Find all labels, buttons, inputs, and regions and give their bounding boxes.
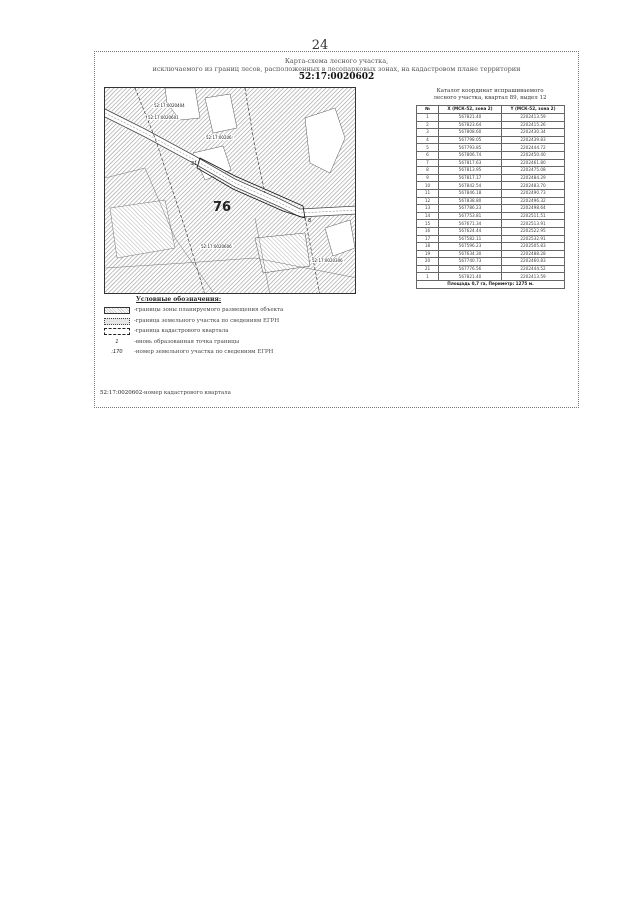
footer-text: -номер кадастрового квартала (142, 390, 231, 396)
table-row (417, 114, 565, 122)
table-header-row (417, 106, 565, 114)
y-coordinate-cell: 2202475.08 (502, 167, 565, 175)
y-coordinate-cell: 2202415.26 (502, 121, 565, 129)
table-row (417, 243, 565, 251)
footer-quarter-code: 52:17:0020602 (100, 390, 143, 396)
point-number-cell: 7 (417, 159, 439, 167)
x-coordinate-cell: 567793.85 (439, 144, 502, 152)
x-coordinate-cell: 567846.18 (439, 189, 502, 197)
coordinates-title-line: лесного участка, квартал 89, выдел 12 (433, 94, 547, 101)
table-row (417, 136, 565, 144)
coordinates-title-line: Каталог координат испрашиваемого (436, 88, 544, 94)
x-coordinate-cell: 567624.44 (439, 227, 502, 235)
table-row (417, 182, 565, 190)
legend-symbol (104, 328, 130, 335)
point-number-cell: 1 (417, 114, 439, 122)
x-coordinate-cell: 567634.30 (439, 250, 502, 258)
x-coordinate-cell: 567817.63 (439, 159, 502, 167)
x-coordinate-cell: 567806.74 (439, 151, 502, 159)
legend-symbol (104, 318, 130, 325)
x-coordinate-cell: 567596.23 (439, 243, 502, 251)
y-coordinate-cell: 2202483.70 (502, 182, 565, 190)
x-coordinate-cell: 567798.05 (439, 136, 502, 144)
point-number-cell: 11 (417, 189, 439, 197)
legend-item (104, 306, 404, 316)
legend-text: -граница кадастрового квартала (134, 328, 229, 334)
x-coordinate-cell: 567842.54 (439, 182, 502, 190)
table-row (417, 250, 565, 258)
cadastral-quarter-code: 52:17:0020602 (298, 72, 375, 82)
y-coordinate-cell: 2202498.64 (502, 205, 565, 213)
table-row (417, 167, 565, 175)
point-number-cell: 4 (417, 136, 439, 144)
y-coordinate-cell: 2202460.83 (502, 258, 565, 266)
y-coordinate-cell: 2202488.28 (502, 250, 565, 258)
column-header: X (МСК-52, зона 2) (439, 106, 502, 114)
point-label: 8 (308, 218, 312, 224)
point-number-cell: 17 (417, 235, 439, 243)
point-number-cell: 21 (417, 265, 439, 273)
point-number-cell: 13 (417, 205, 439, 213)
map-label: 52:17:00206: (206, 135, 233, 140)
legend-item (104, 348, 404, 358)
x-coordinate-cell: 567821.40 (439, 114, 502, 122)
y-coordinate-cell: 2202511.51 (502, 212, 565, 220)
legend-symbol: :170 (111, 349, 123, 355)
legend-symbol: 1 (115, 338, 119, 345)
map-label: 52:17:0020606 (201, 244, 232, 249)
map-title: Карта-схема лесного участка, (284, 57, 389, 65)
table-row (417, 205, 565, 213)
x-coordinate-cell: 567821.40 (439, 273, 502, 281)
table-row (417, 273, 565, 281)
x-coordinate-cell: 567838.80 (439, 197, 502, 205)
x-coordinate-cell: 567786.23 (439, 205, 502, 213)
x-coordinate-cell: 567753.81 (439, 212, 502, 220)
cadastral-map (104, 87, 356, 294)
forest-quarter-number: 76 (213, 200, 232, 215)
x-coordinate-cell: 567817.17 (439, 174, 502, 182)
y-coordinate-cell: 2202413.59 (502, 114, 565, 122)
point-number-cell: 12 (417, 197, 439, 205)
table-row (417, 129, 565, 137)
point-number-cell: 5 (417, 144, 439, 152)
land-plot (110, 200, 175, 258)
coordinates-table-title (415, 88, 565, 101)
table-row (417, 235, 565, 243)
table-row (417, 220, 565, 228)
y-coordinate-cell: 2202430.34 (502, 129, 565, 137)
map-label: 52:17:0020601 (148, 115, 179, 120)
x-coordinate-cell: 567776.56 (439, 265, 502, 273)
legend-text: -вновь образованная точка границы (134, 338, 240, 345)
map-subtitle: исключаемого из границ лесов, расположенных в лесопарковых зонах, на кадастровом плане территории (152, 65, 521, 73)
point-number-cell: 1 (417, 273, 439, 281)
table-row (417, 197, 565, 205)
y-coordinate-cell: 2202522.95 (502, 227, 565, 235)
point-number-cell: 20 (417, 258, 439, 266)
y-coordinate-cell: 2202490.73 (502, 189, 565, 197)
point-number-cell: 2 (417, 121, 439, 129)
footer-legend-line (100, 390, 231, 396)
column-header: Y (МСК-52, зона 2) (502, 106, 565, 114)
map-label: 52:17:0020404 (154, 103, 185, 108)
point-number-cell: 10 (417, 182, 439, 190)
legend-title: Условные обозначения: (136, 296, 222, 303)
y-coordinate-cell: 2202444.52 (502, 265, 565, 273)
y-coordinate-cell: 2202505.83 (502, 243, 565, 251)
x-coordinate-cell: 567582.11 (439, 235, 502, 243)
y-coordinate-cell: 2202439.83 (502, 136, 565, 144)
table-row (417, 227, 565, 235)
y-coordinate-cell: 2202484.29 (502, 174, 565, 182)
y-coordinate-cell: 2202513.91 (502, 220, 565, 228)
y-coordinate-cell: 2202496.32 (502, 197, 565, 205)
point-number-cell: 3 (417, 129, 439, 137)
table-row (417, 144, 565, 152)
table-row (417, 189, 565, 197)
point-label: 21 (191, 161, 198, 167)
point-number-cell: 18 (417, 243, 439, 251)
table-summary-row (417, 281, 565, 289)
x-coordinate-cell: 567808.60 (439, 129, 502, 137)
table-row (417, 151, 565, 159)
legend-item (104, 338, 404, 348)
x-coordinate-cell: 567740.73 (439, 258, 502, 266)
x-coordinate-cell: 567671.34 (439, 220, 502, 228)
table-row (417, 265, 565, 273)
point-number-cell: 6 (417, 151, 439, 159)
legend-text: -номер земельного участка по сведениям ЕГРН (134, 349, 274, 355)
coordinates-table (416, 105, 565, 289)
table-row (417, 258, 565, 266)
point-number-cell: 8 (417, 167, 439, 175)
legend-item (104, 317, 404, 327)
y-coordinate-cell: 2202450.40 (502, 151, 565, 159)
legend-item (104, 327, 404, 337)
legend-symbol (104, 307, 130, 314)
y-coordinate-cell: 2202532.91 (502, 235, 565, 243)
column-header: № (417, 106, 439, 114)
area-perimeter-summary: Площадь 0,7 га, Периметр: 1275 м. (417, 281, 565, 289)
legend-text: -граница земельного участка по сведениям ЕГРН (134, 317, 280, 324)
point-number-cell: 14 (417, 212, 439, 220)
point-number-cell: 16 (417, 227, 439, 235)
table-row (417, 159, 565, 167)
y-coordinate-cell: 2202444.72 (502, 144, 565, 152)
page-number: 24 (311, 38, 329, 53)
legend-text: -границы зоны планируемого размещения объекта (134, 307, 284, 313)
y-coordinate-cell: 2202413.59 (502, 273, 565, 281)
table-row (417, 174, 565, 182)
table-row (417, 121, 565, 129)
table-row (417, 212, 565, 220)
point-number-cell: 9 (417, 174, 439, 182)
x-coordinate-cell: 567813.95 (439, 167, 502, 175)
map-label: 52:17:0020306 (312, 258, 343, 263)
x-coordinate-cell: 567823.64 (439, 121, 502, 129)
map-drawing (105, 88, 356, 294)
point-number-cell: 15 (417, 220, 439, 228)
y-coordinate-cell: 2202461.80 (502, 159, 565, 167)
point-number-cell: 19 (417, 250, 439, 258)
